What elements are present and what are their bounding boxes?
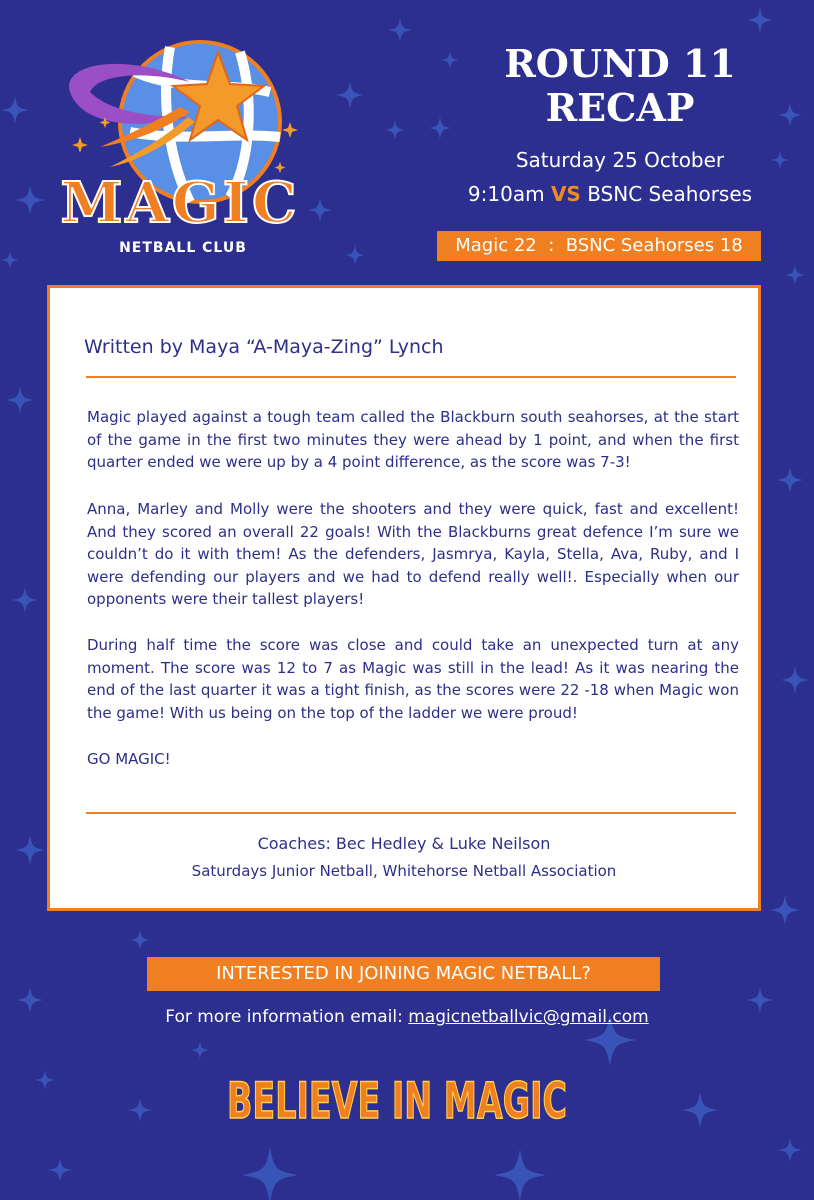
vs-label: VS (550, 182, 581, 206)
score-badge: Magic 22 : BSNC Seahorses 18 (437, 231, 761, 261)
slogan-text: BELIEVE IN MAGIC (227, 1072, 567, 1130)
club-name: NETBALL CLUB (119, 240, 247, 256)
coaches-line: Coaches: Bec Hedley & Luke Neilson (257, 834, 551, 853)
match-time-opponent (440, 182, 780, 206)
contact-prefix: For more information email: (165, 1007, 409, 1027)
article-author: Written by Maya “A-Maya-Zing” Lynch (84, 336, 444, 358)
match-time: 9:10am (467, 182, 545, 206)
paragraph-1: Magic played against a tough team called the Blackburn south seahorses, at the start of the game in the first two minutes they were ahead by 1 point, and when the first quarter ended we were up by a 4 point difference, as the score was 7-3! (87, 408, 739, 471)
author-divider (86, 376, 736, 378)
believe-in-magic-slogan (222, 1050, 572, 1135)
recap-card (47, 285, 761, 911)
contact-info (0, 1007, 814, 1027)
opponent-name: BSNC Seahorses (587, 182, 753, 206)
paragraph-4: GO MAGIC! (87, 750, 171, 768)
join-banner: INTERESTED IN JOINING MAGIC NETBALL? (147, 957, 660, 991)
magic-netball-logo (40, 22, 320, 262)
email-link[interactable]: magicnetballvic@gmail.com (408, 1007, 649, 1027)
title-line-2: RECAP (545, 85, 695, 130)
association-line: Saturdays Junior Netball, Whitehorse Netball Association (191, 862, 617, 880)
magic-wordmark: MAGIC (60, 170, 300, 236)
paragraph-2: Anna, Marley and Molly were the shooters and they were quick, fast and excellent! And they scored an overall 22 goals! With the Blackburns great defence I’m sure we couldn’t do it with them! As the defenders, Jasmrya, Kayla, Stella, Ava, Ruby, and I were defending our players and we had to defend really well!. Especially when our opponents were their tallest players! (87, 500, 739, 608)
title-line-1: ROUND 11 (504, 41, 736, 86)
paragraph-3: During half time the score was close and could take an unexpected turn at any moment. The score was 12 to 7 as Magic was still in the lead! As it was nearing the end of the last quarter it was a tight finish, as the scores were 22 -18 when Magic won the game! With us being on the top of the ladder we were proud! (87, 636, 739, 722)
footer-divider (86, 812, 736, 814)
page-title (470, 42, 770, 130)
match-date: Saturday 25 October (515, 148, 725, 172)
